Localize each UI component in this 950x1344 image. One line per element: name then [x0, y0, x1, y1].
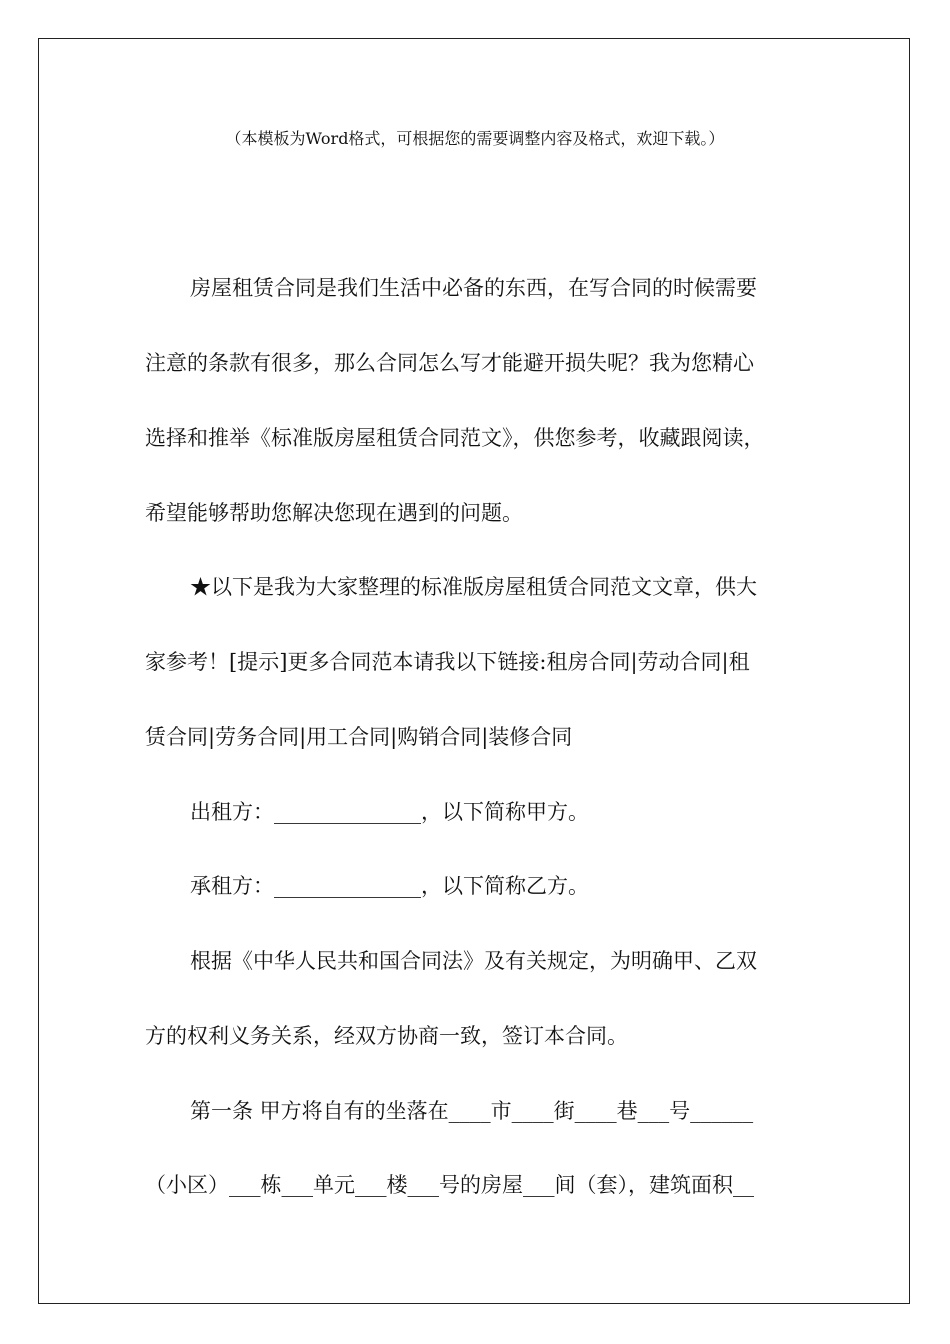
article-one-line-1: 第一条 甲方将自有的坐落在____市____街____巷___号______ [190, 1099, 754, 1123]
notice-line-2: 家参考！[提示]更多合同范本请我以下链接:租房合同|劳动合同|租 [145, 650, 750, 674]
basis-line-1: 根据《中华人民共和国合同法》及有关规定，为明确甲、乙双 [190, 949, 757, 973]
notice-line-1: ★以下是我为大家整理的标准版房屋租赁合同范文文章，供大 [190, 575, 757, 599]
lessee-line: 承租方：______________，以下简称乙方。 [190, 874, 589, 898]
lessor-line: 出租方：______________，以下简称甲方。 [190, 800, 589, 824]
intro-line-4: 希望能够帮助您解决您现在遇到的问题。 [145, 501, 523, 525]
intro-line-1: 房屋租赁合同是我们生活中必备的东西，在写合同的时候需要 [190, 276, 757, 300]
intro-line-2: 注意的条款有很多，那么合同怎么写才能避开损失呢？我为您精心 [145, 351, 754, 375]
intro-line-3: 选择和推举《标准版房屋租赁合同范文》，供您参考，收藏跟阅读， [145, 426, 765, 450]
template-note: （本模板为Word格式，可根据您的需要调整内容及格式，欢迎下载。） [225, 129, 725, 148]
notice-line-3: 赁合同|劳务合同|用工合同|购销合同|装修合同 [145, 725, 573, 749]
article-one-line-2: （小区）___栋___单元___楼___号的房屋___间（套），建筑面积__ [145, 1173, 754, 1197]
basis-line-2: 方的权利义务关系，经双方协商一致，签订本合同。 [145, 1024, 628, 1048]
